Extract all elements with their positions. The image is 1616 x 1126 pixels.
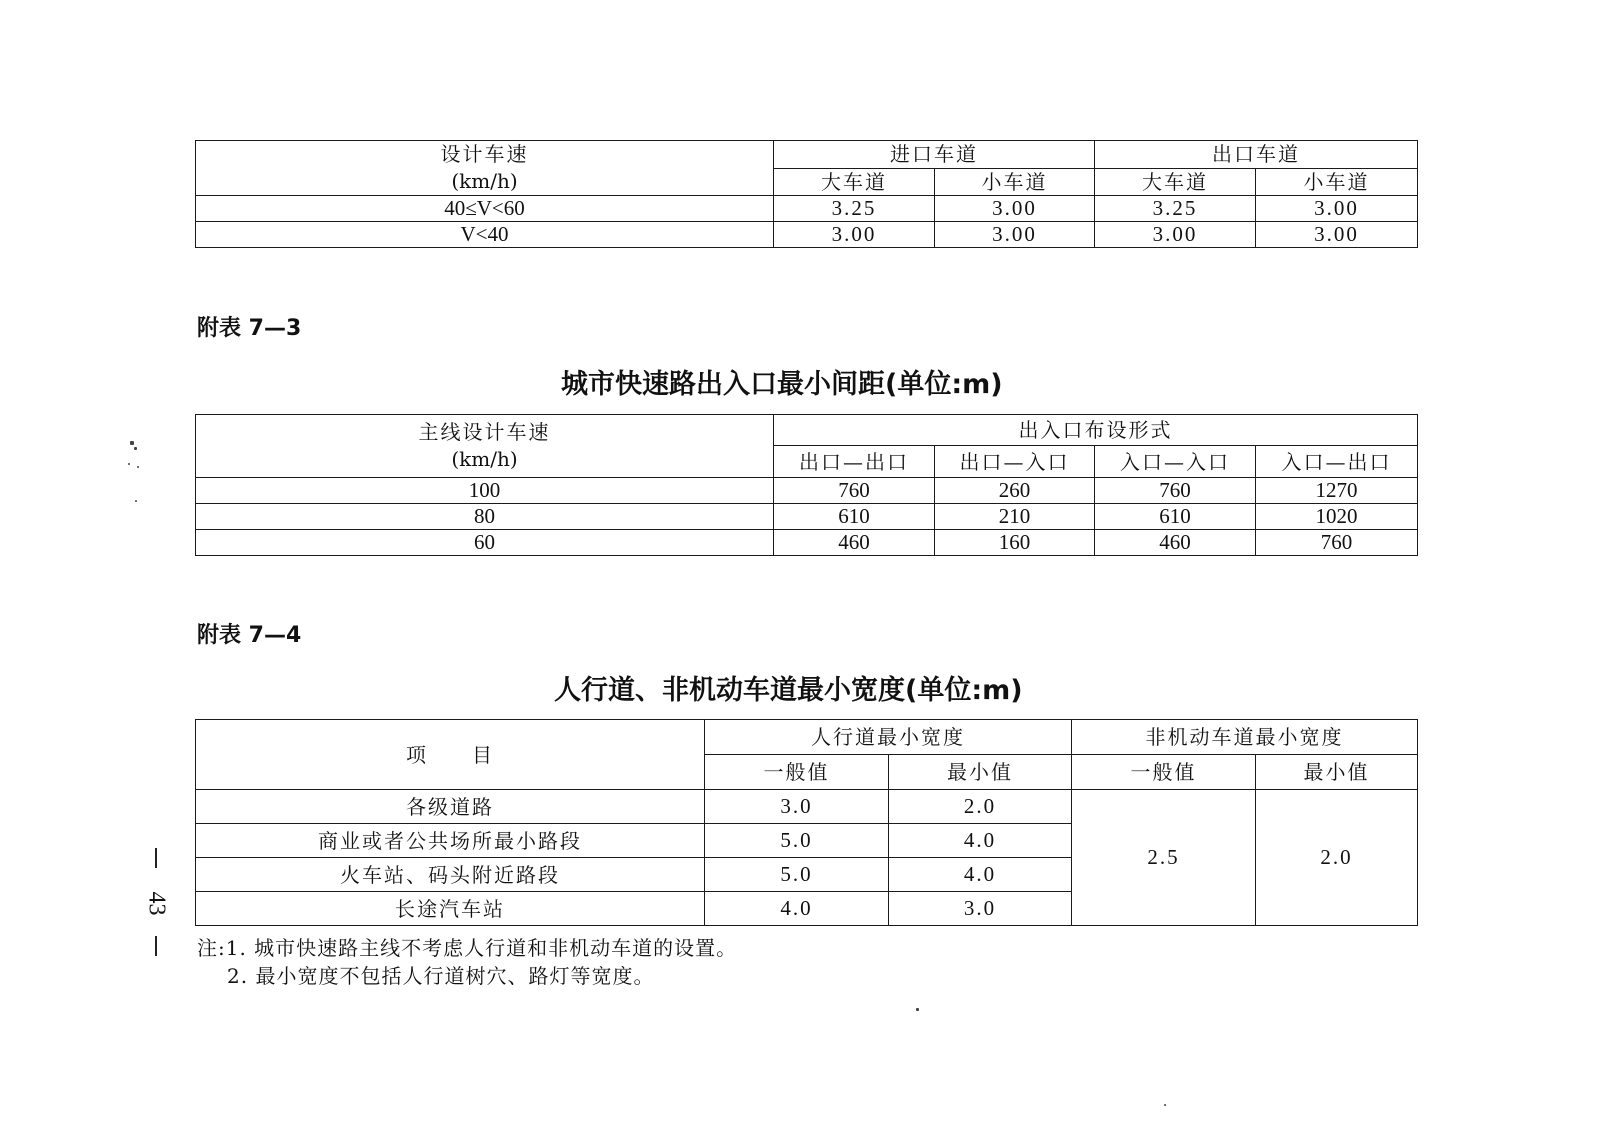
row-item: 商业或者公共场所最小路段 (196, 824, 705, 858)
cell-value: 3.25 (774, 196, 935, 222)
scan-speck (134, 447, 137, 450)
cell-value: 3.00 (935, 196, 1095, 222)
row-speed: 80 (196, 504, 774, 530)
cell-value: 3.25 (1095, 196, 1256, 222)
sub-header: 一般值 (1072, 755, 1256, 790)
row-speed: V<40 (196, 222, 774, 248)
cell-value: 460 (1095, 530, 1256, 556)
scan-speck (1164, 1104, 1166, 1106)
cell-value: 3.00 (774, 222, 935, 248)
sub-header: 大车道 (1095, 168, 1256, 196)
sub-header: 最小值 (889, 755, 1072, 790)
cell-value: 760 (1095, 478, 1256, 504)
sub-header: 大车道 (774, 168, 935, 196)
appendix-label-7-4: 附表 7—4 (197, 623, 302, 648)
sub-header: 出口—出口 (774, 446, 935, 478)
ramp-spacing-table (195, 414, 1418, 556)
header-entrance-lane: 进口车道 (774, 141, 1095, 169)
cell-value: 4.0 (705, 892, 889, 926)
cell-value: 4.0 (889, 824, 1072, 858)
header-ramp-layout: 出入口布设形式 (774, 415, 1418, 446)
page-number-dash-top (155, 848, 157, 868)
table-row (196, 504, 1418, 530)
header-item: 项 目 (196, 720, 705, 790)
nonmotor-min-value: 2.0 (1256, 790, 1418, 926)
cell-value: 3.00 (1256, 222, 1418, 248)
header-nonmotor-min-width: 非机动车道最小宽度 (1072, 720, 1418, 755)
scan-speck (135, 500, 137, 502)
cell-value: 260 (935, 478, 1095, 504)
cell-value: 210 (935, 504, 1095, 530)
cell-value: 610 (774, 504, 935, 530)
page-number-dash-bottom (155, 936, 157, 956)
page-number-text: 43 (143, 891, 170, 916)
cell-value: 760 (1256, 530, 1418, 556)
row-speed: 40≤V<60 (196, 196, 774, 222)
cell-value: 5.0 (705, 824, 889, 858)
row-item: 长途汽车站 (196, 892, 705, 926)
header-speed-label: 设计车速 (440, 142, 529, 166)
sub-header: 入口—入口 (1095, 446, 1256, 478)
table-row (196, 222, 1418, 248)
cell-value: 3.0 (889, 892, 1072, 926)
sub-header: 小车道 (1256, 168, 1418, 196)
sub-header: 入口—出口 (1256, 446, 1418, 478)
cell-value: 4.0 (889, 858, 1072, 892)
header-speed-label: 主线设计车速 (418, 420, 551, 444)
page-number (136, 848, 176, 958)
cell-value: 3.00 (1256, 196, 1418, 222)
row-speed: 100 (196, 478, 774, 504)
header-speed-unit: (km/h) (451, 447, 518, 471)
cell-value: 3.00 (1095, 222, 1256, 248)
cell-value: 760 (774, 478, 935, 504)
appendix-label-7-3: 附表 7—3 (197, 316, 302, 341)
table-row (196, 478, 1418, 504)
scan-speck (137, 466, 139, 468)
cell-value: 2.0 (889, 790, 1072, 824)
table-title-ramp-spacing: 城市快速路出入口最小间距(单位:m) (561, 369, 1003, 400)
cell-value: 1020 (1256, 504, 1418, 530)
scan-speck (130, 441, 134, 445)
sub-header: 最小值 (1256, 755, 1418, 790)
row-item: 各级道路 (196, 790, 705, 824)
cell-value: 1270 (1256, 478, 1418, 504)
header-exit-lane: 出口车道 (1095, 141, 1418, 169)
sub-header: 一般值 (705, 755, 889, 790)
sub-header: 小车道 (935, 168, 1095, 196)
note-line-2: 2. 最小宽度不包括人行道树穴、路灯等宽度。 (227, 964, 655, 988)
cell-value: 460 (774, 530, 935, 556)
scan-speck (916, 1008, 919, 1011)
header-mainline-speed (196, 415, 774, 478)
cell-value: 3.00 (935, 222, 1095, 248)
cell-value: 160 (935, 530, 1095, 556)
header-speed-unit: (km/h) (451, 169, 518, 193)
sub-header: 出口—入口 (935, 446, 1095, 478)
table-row (196, 196, 1418, 222)
table-row (196, 530, 1418, 556)
note-line-1: 注:1. 城市快速路主线不考虑人行道和非机动车道的设置。 (197, 936, 738, 960)
cell-value: 3.0 (705, 790, 889, 824)
scan-speck (128, 463, 130, 465)
table-row (196, 790, 1418, 824)
row-speed: 60 (196, 530, 774, 556)
nonmotor-general-value: 2.5 (1072, 790, 1256, 926)
cell-value: 610 (1095, 504, 1256, 530)
header-sidewalk-min-width: 人行道最小宽度 (705, 720, 1072, 755)
sidewalk-width-table (195, 719, 1418, 926)
row-item: 火车站、码头附近路段 (196, 858, 705, 892)
cell-value: 5.0 (705, 858, 889, 892)
table-title-sidewalk-width: 人行道、非机动车道最小宽度(单位:m) (554, 675, 1023, 706)
lane-width-table (195, 140, 1418, 248)
header-design-speed (196, 141, 774, 196)
